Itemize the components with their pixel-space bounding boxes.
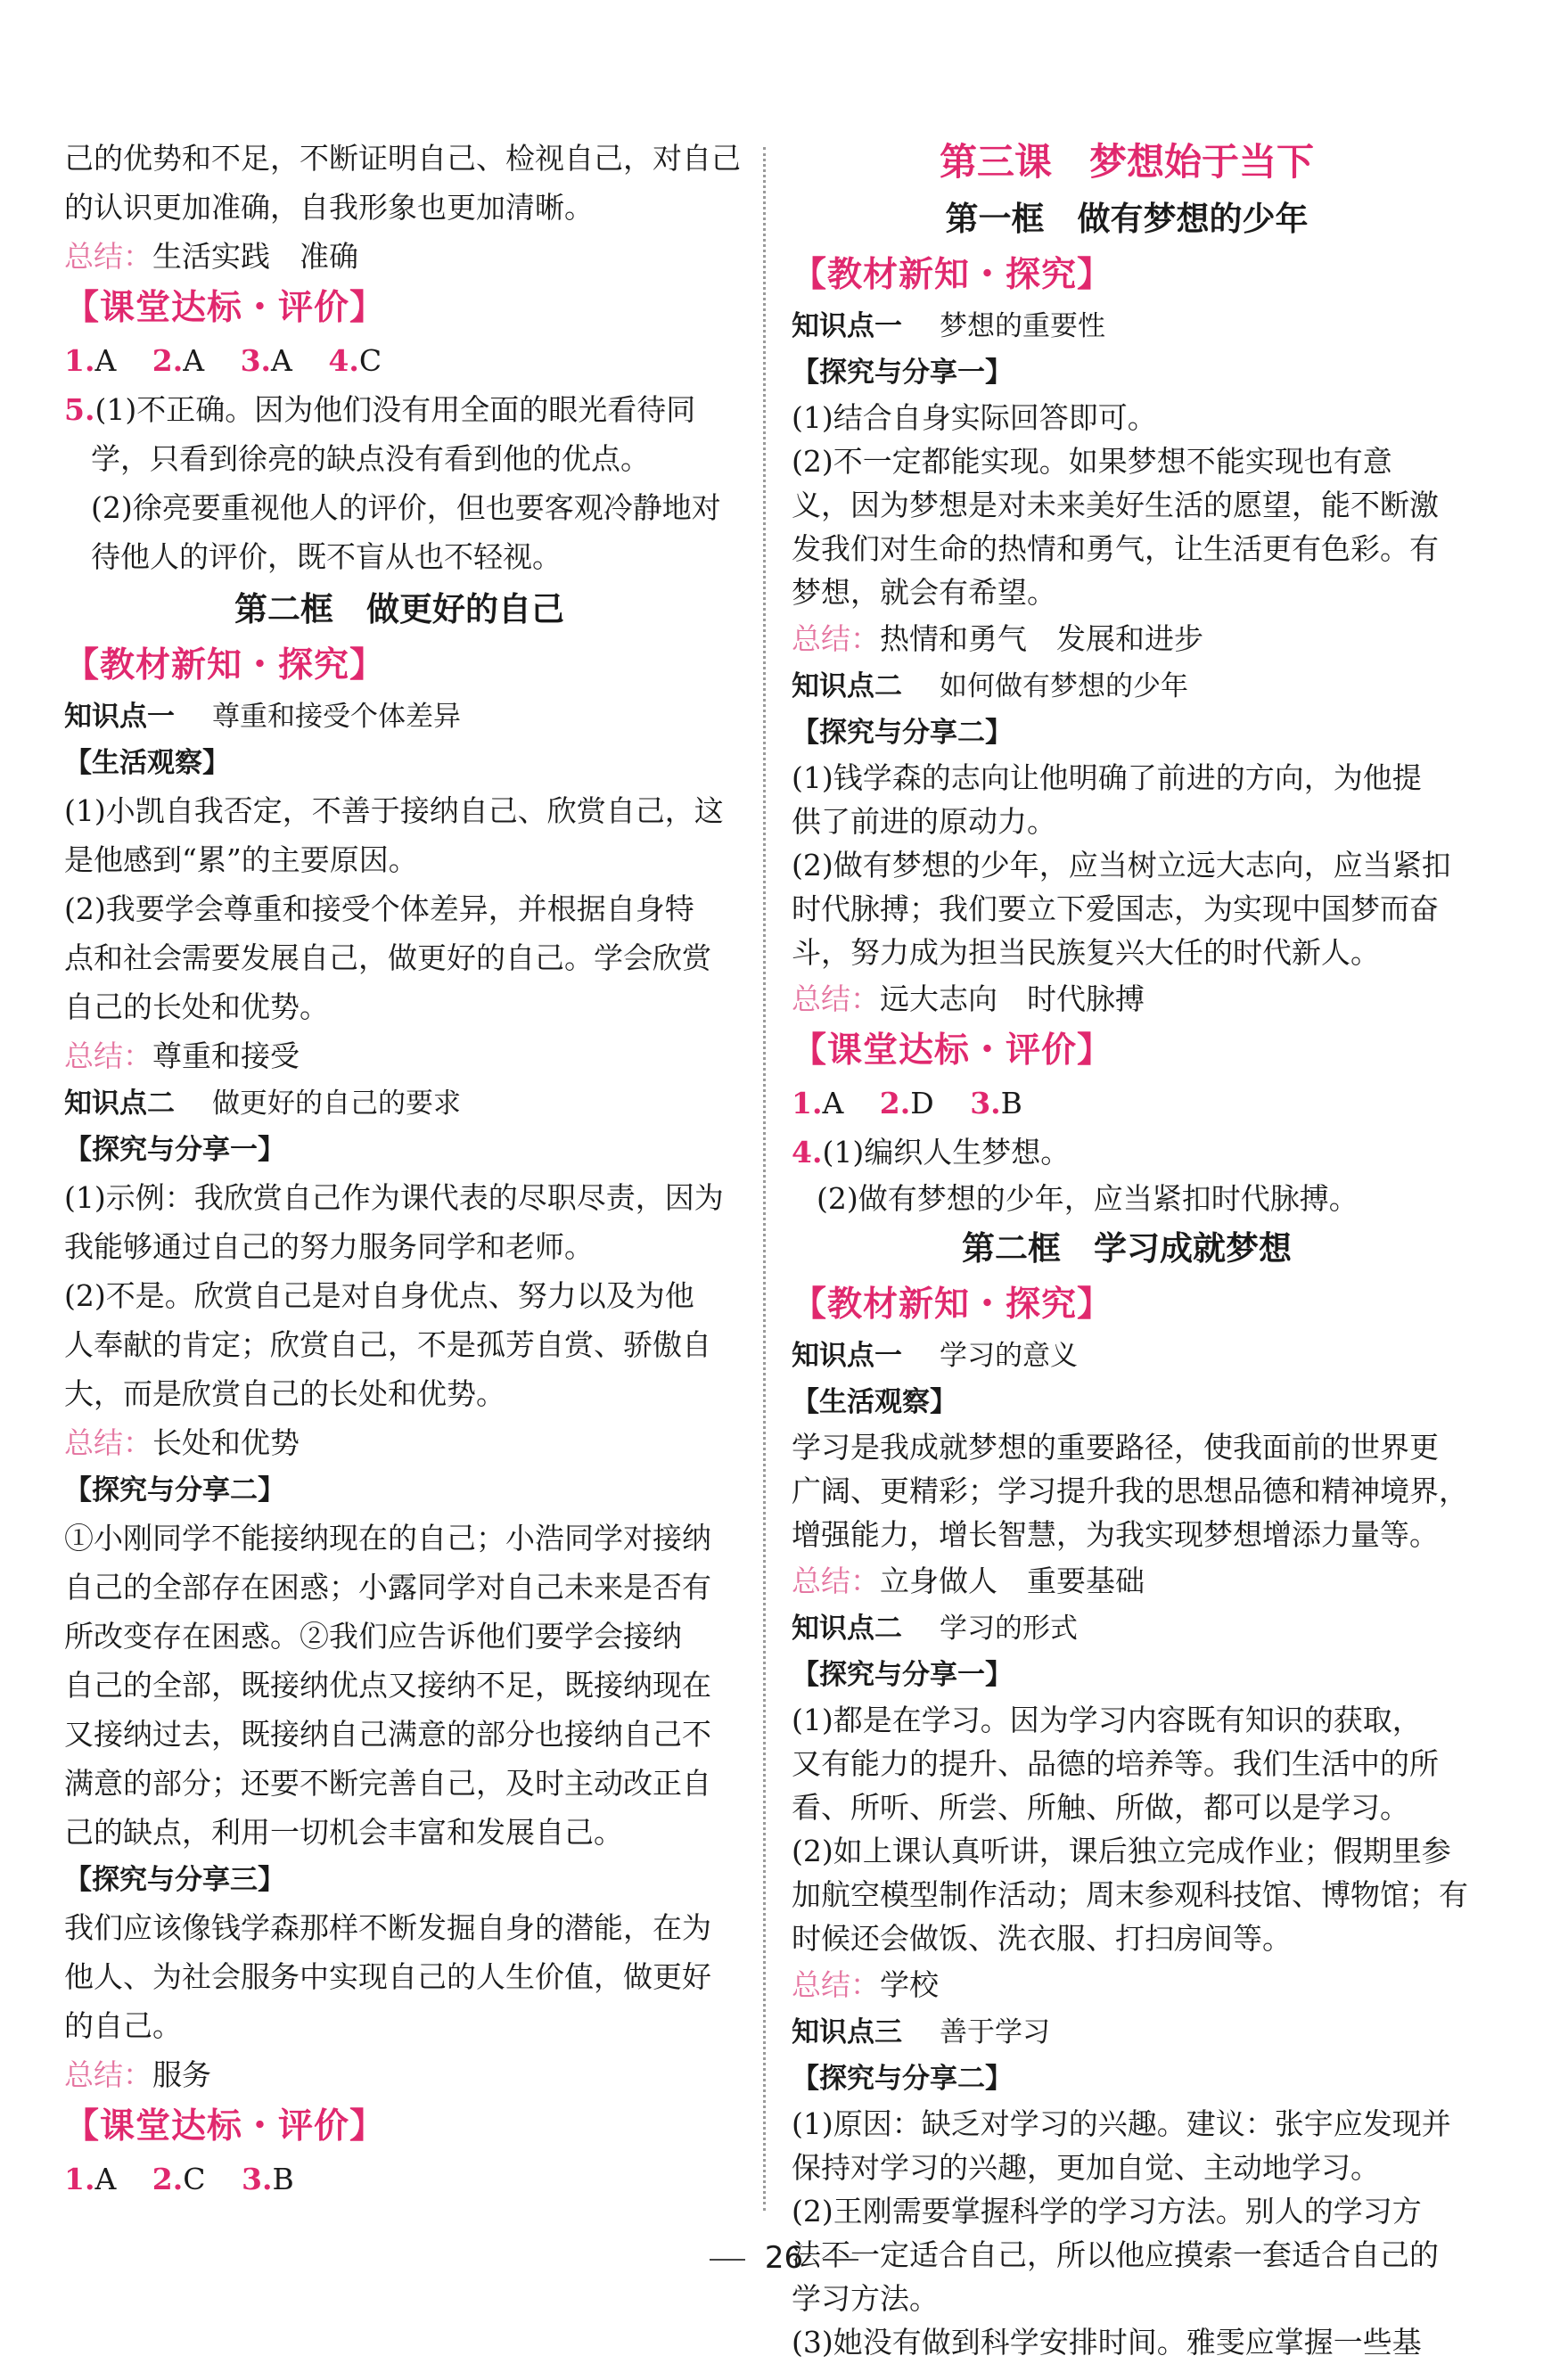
answer-val: C bbox=[183, 2162, 206, 2196]
body-line: (2)如上课认真听讲，课后独立完成作业；假期里参 bbox=[792, 1834, 1451, 1868]
body-line: 他人、为社会服务中实现自己的人生价值，做更好 bbox=[64, 1959, 711, 1994]
summary-label: 总结： bbox=[64, 1425, 152, 1460]
summary-label: 总结： bbox=[792, 621, 880, 656]
footer-dash bbox=[823, 2259, 858, 2261]
kp-title: 梦想的重要性 bbox=[940, 310, 1105, 342]
summary-label: 总结： bbox=[64, 2057, 152, 2092]
answer-row bbox=[792, 1079, 1462, 1128]
summary-label: 总结： bbox=[792, 1967, 880, 2002]
answer-num: 3. bbox=[242, 2162, 273, 2196]
body-line: (1)原因：缺乏对学习的兴趣。建议：张宇应发现并 bbox=[792, 2106, 1451, 2141]
kp-label: 知识点二 bbox=[792, 1613, 902, 1645]
answer-num: 5. bbox=[64, 392, 95, 427]
kp-title: 如何做有梦想的少年 bbox=[940, 670, 1188, 702]
body-line: (1)结合自身实际回答即可。 bbox=[792, 400, 1157, 435]
body-line: 人奉献的肯定；欣赏自己，不是孤芳自赏、骄傲自 bbox=[64, 1327, 711, 1362]
summary-text: 尊重和接受 bbox=[152, 1038, 300, 1073]
body-line: (2)不是。欣赏自己是对自身优点、努力以及为他 bbox=[64, 1278, 694, 1313]
body-line: 满意的部分；还要不断完善自己，及时主动改正自 bbox=[64, 1766, 711, 1801]
body-line: (2)我要学会尊重和接受个体差异，并根据自身特 bbox=[64, 891, 694, 926]
body-line: 又接纳过去，既接纳自己满意的部分也接纳自己不 bbox=[64, 1717, 711, 1752]
answer-row bbox=[64, 336, 735, 385]
body-line: 我能够通过自己的努力服务同学和老师。 bbox=[64, 1229, 594, 1264]
sub-heading: 【探究与分享二】 bbox=[64, 1474, 285, 1506]
answer-text: (2)徐亮要重视他人的评价，但也要客观冷静地对 bbox=[91, 490, 721, 525]
body-line: 供了前进的原动力。 bbox=[792, 804, 1056, 839]
question-5 bbox=[64, 385, 735, 434]
kp-label: 知识点一 bbox=[64, 701, 175, 733]
answer-text: 待他人的评价，既不盲从也不轻视。 bbox=[91, 539, 562, 574]
body-line: 所改变存在困惑。②我们应告诉他们要学会接纳 bbox=[64, 1619, 682, 1654]
kp-label: 知识点二 bbox=[792, 670, 902, 702]
answer-row bbox=[64, 2155, 735, 2204]
body-line: 自己的全部，既接纳优点又接纳不足，既接纳现在 bbox=[64, 1668, 711, 1703]
body-line: (2)王刚需要掌握科学的学习方法。别人的学习方 bbox=[792, 2194, 1422, 2229]
body-line: (2)做有梦想的少年，应当树立远大志向，应当紧扣 bbox=[792, 848, 1451, 882]
answer-text: 学，只看到徐亮的缺点没有看到他的优点。 bbox=[91, 441, 650, 476]
knowledge-point bbox=[792, 303, 1462, 349]
summary-text: 学校 bbox=[880, 1967, 939, 2002]
body-line: 的自己。 bbox=[64, 2008, 182, 2043]
body-line: (1)小凯自我否定，不善于接纳自己、欣赏自己，这 bbox=[64, 793, 724, 828]
answer-num: 3. bbox=[240, 343, 272, 378]
body-line: 义，因为梦想是对未来美好生活的愿望，能不断激 bbox=[792, 488, 1439, 522]
body-line: 增强能力，增长智慧，为我实现梦想增添力量等。 bbox=[792, 1517, 1439, 1552]
answer-val: D bbox=[910, 1086, 934, 1120]
body-line: 保持对学习的兴趣，更加自觉、主动地学习。 bbox=[792, 2150, 1380, 2185]
answer-text: (1)编织人生梦想。 bbox=[822, 1135, 1071, 1170]
answer-val: A bbox=[822, 1086, 844, 1120]
lesson-title: 第三课 梦想始于当下 bbox=[939, 140, 1314, 184]
banner-new: 【教材新知・探究】 bbox=[64, 645, 386, 685]
intro-line: 己的优势和不足，不断证明自己、检视自己，对自己 bbox=[64, 141, 741, 176]
answer-num: 2. bbox=[152, 2162, 184, 2196]
summary bbox=[792, 974, 1462, 1023]
answer-val: B bbox=[272, 2162, 294, 2196]
column-divider bbox=[763, 147, 766, 2211]
summary bbox=[792, 1556, 1462, 1605]
knowledge-point bbox=[792, 663, 1462, 710]
summary bbox=[64, 1418, 735, 1467]
knowledge-point bbox=[64, 694, 735, 740]
body-line: 广阔、更精彩；学习提升我的思想品德和精神境界， bbox=[792, 1473, 1468, 1508]
summary-text: 服务 bbox=[152, 2057, 211, 2092]
summary-text: 立身做人 重要基础 bbox=[880, 1564, 1145, 1598]
page-footer bbox=[0, 2240, 1568, 2276]
body-line: 加航空模型制作活动；周末参观科技馆、博物馆；有 bbox=[792, 1877, 1468, 1912]
page-number: 26 bbox=[764, 2240, 804, 2276]
banner-eval: 【课堂达标・评价】 bbox=[64, 288, 386, 328]
banner-new: 【教材新知・探究】 bbox=[792, 255, 1113, 295]
body-line: 时代脉搏；我们要立下爱国志，为实现中国梦而奋 bbox=[792, 891, 1439, 926]
summary bbox=[64, 1031, 735, 1080]
sub-heading: 【探究与分享一】 bbox=[64, 1134, 285, 1166]
body-line: 又有能力的提升、品德的培养等。我们生活中的所 bbox=[792, 1746, 1439, 1781]
summary-label: 总结： bbox=[64, 1038, 152, 1073]
kp-label: 知识点二 bbox=[64, 1088, 175, 1120]
body-line: 大，而是欣赏自己的长处和优势。 bbox=[64, 1376, 505, 1411]
knowledge-point bbox=[792, 1333, 1462, 1379]
answer-num: 1. bbox=[64, 2162, 95, 2196]
summary-text: 热情和勇气 发展和进步 bbox=[880, 621, 1203, 656]
answer-num: 1. bbox=[792, 1086, 823, 1120]
sub-heading: 【生活观察】 bbox=[64, 747, 230, 779]
body-line: 自己的全部存在困惑；小露同学对自己未来是否有 bbox=[64, 1570, 711, 1605]
body-line: 斗，努力成为担当民族复兴大任的时代新人。 bbox=[792, 935, 1380, 970]
summary-text: 长处和优势 bbox=[152, 1425, 300, 1460]
summary bbox=[792, 1960, 1462, 2009]
sub-heading: 【探究与分享一】 bbox=[792, 1659, 1013, 1691]
answer-val: A bbox=[94, 343, 117, 378]
summary-label: 总结： bbox=[792, 1564, 880, 1598]
body-line: 时候还会做饭、洗衣服、打扫房间等。 bbox=[792, 1921, 1292, 1956]
knowledge-point bbox=[792, 1605, 1462, 1652]
body-line: (3)她没有做到科学安排时间。雅雯应掌握一些基 bbox=[792, 2325, 1422, 2360]
kp-title: 学习的形式 bbox=[940, 1613, 1078, 1645]
summary bbox=[64, 232, 735, 281]
section-title: 第二框 学习成就梦想 bbox=[962, 1229, 1292, 1268]
summary-text: 生活实践 准确 bbox=[152, 239, 358, 274]
kp-label: 知识点一 bbox=[792, 310, 902, 342]
answer-val: B bbox=[1000, 1086, 1022, 1120]
body-line: 梦想，就会有希望。 bbox=[792, 575, 1056, 610]
answer-text: (1)不正确。因为他们没有用全面的眼光看待同 bbox=[94, 392, 696, 427]
summary-label: 总结： bbox=[64, 239, 152, 274]
body-line: 己的缺点，利用一切机会丰富和发展自己。 bbox=[64, 1815, 623, 1850]
body-line: 我们应该像钱学森那样不断发掘自身的潜能，在为 bbox=[64, 1910, 711, 1945]
banner-eval: 【课堂达标・评价】 bbox=[64, 2106, 386, 2146]
answer-text: (2)做有梦想的少年，应当紧扣时代脉搏。 bbox=[817, 1181, 1359, 1216]
right-column bbox=[792, 134, 1468, 2364]
kp-title: 学习的意义 bbox=[940, 1340, 1078, 1372]
body-line: (2)不一定都能实现。如果梦想不能实现也有意 bbox=[792, 444, 1392, 479]
answer-val: A bbox=[94, 2162, 117, 2196]
knowledge-point bbox=[64, 1080, 735, 1127]
answer-val: C bbox=[358, 343, 382, 378]
answer-num: 2. bbox=[879, 1086, 911, 1120]
summary-label: 总结： bbox=[792, 981, 880, 1016]
banner-eval: 【课堂达标・评价】 bbox=[792, 1030, 1113, 1071]
body-line: 法不一定适合自己，所以他应摸索一套适合自己的 bbox=[792, 2237, 1439, 2272]
sub-heading: 【探究与分享三】 bbox=[64, 1864, 285, 1896]
answer-num: 4. bbox=[792, 1135, 823, 1170]
question-4 bbox=[792, 1128, 1462, 1177]
answer-num: 1. bbox=[64, 343, 95, 378]
body-line: 发我们对生命的热情和勇气，让生活更有色彩。有 bbox=[792, 531, 1439, 566]
summary-text: 远大志向 时代脉搏 bbox=[880, 981, 1145, 1016]
body-line: 学习方法。 bbox=[792, 2281, 939, 2316]
sub-heading: 【探究与分享二】 bbox=[792, 2063, 1013, 2095]
answer-val: A bbox=[183, 343, 205, 378]
body-line: (1)都是在学习。因为学习内容既有知识的获取， bbox=[792, 1703, 1422, 1737]
body-line: 点和社会需要发展自己，做更好的自己。学会欣赏 bbox=[64, 940, 711, 975]
sub-heading: 【探究与分享二】 bbox=[792, 717, 1013, 749]
body-line: 看、所听、所尝、所触、所做，都可以是学习。 bbox=[792, 1790, 1409, 1825]
kp-label: 知识点一 bbox=[792, 1340, 902, 1372]
sub-heading: 【探究与分享一】 bbox=[792, 357, 1013, 389]
banner-new: 【教材新知・探究】 bbox=[792, 1285, 1113, 1325]
answer-val: A bbox=[271, 343, 292, 378]
left-column bbox=[64, 134, 741, 2204]
footer-dash bbox=[710, 2259, 745, 2261]
intro-line: 的认识更加准确，自我形象也更加清晰。 bbox=[64, 190, 594, 225]
body-line: (1)钱学森的志向让他明确了前进的方向，为他提 bbox=[792, 760, 1422, 795]
kp-title: 做更好的自己的要求 bbox=[212, 1088, 461, 1120]
body-line: ①小刚同学不能接纳现在的自己；小浩同学对接纳 bbox=[64, 1521, 711, 1555]
body-line: 学习是我成就梦想的重要路径，使我面前的世界更 bbox=[792, 1430, 1439, 1465]
answer-num: 2. bbox=[152, 343, 184, 378]
kp-title: 善于学习 bbox=[940, 2016, 1050, 2048]
summary bbox=[64, 2050, 735, 2099]
answer-num: 4. bbox=[328, 343, 359, 378]
body-line: 是他感到“累”的主要原因。 bbox=[64, 842, 418, 877]
kp-title: 尊重和接受个体差异 bbox=[212, 701, 461, 733]
sub-heading: 【生活观察】 bbox=[792, 1386, 957, 1418]
kp-label: 知识点三 bbox=[792, 2016, 902, 2048]
knowledge-point bbox=[792, 2009, 1462, 2056]
answer-num: 3. bbox=[970, 1086, 1001, 1120]
summary bbox=[792, 614, 1462, 663]
section-title: 第二框 做更好的自己 bbox=[234, 590, 564, 628]
body-line: (1)示例：我欣赏自己作为课代表的尽职尽责，因为 bbox=[64, 1180, 724, 1215]
body-line: 自己的长处和优势。 bbox=[64, 989, 329, 1024]
section-title: 第一框 做有梦想的少年 bbox=[945, 200, 1309, 238]
